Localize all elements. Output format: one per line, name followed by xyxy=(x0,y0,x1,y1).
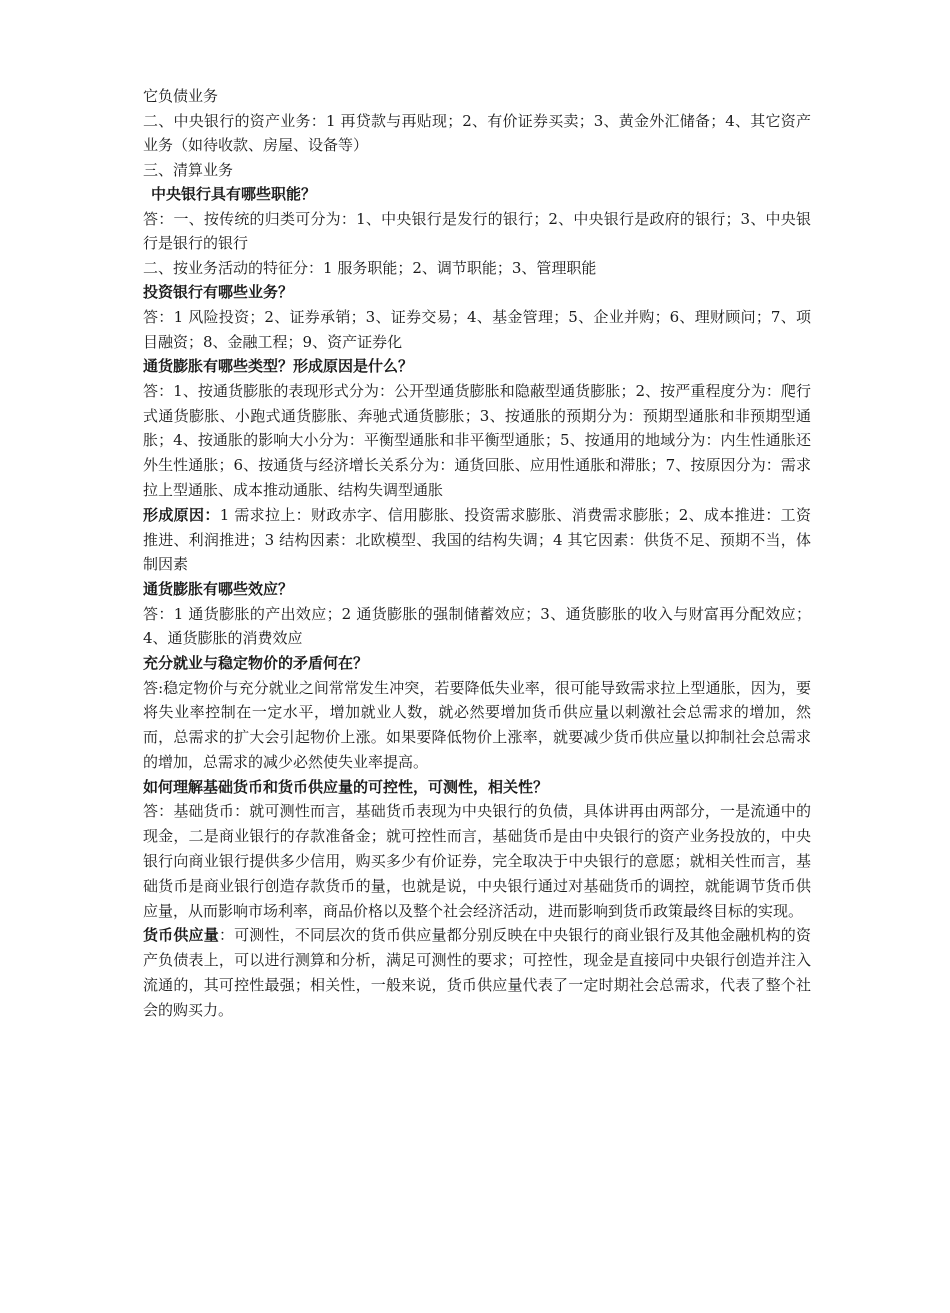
answer-line: 二、按业务活动的特征分：1 服务职能；2、调节职能；3、管理职能 xyxy=(143,258,597,277)
question-heading: 通货膨胀有哪些效应？ xyxy=(143,580,294,599)
answer-paragraph: 答：1、按通货膨胀的表现形式分为：公开型通货膨胀和隐蔽型通货膨胀；2、按严重程度分为：爬行式通货膨胀、小跑式通货膨胀、奔驰式通货膨胀；3、按通胀的预期分为：预期型通胀和非预期型通胀；4、按通胀的影响大小分为：平衡型通胀和非平衡型通胀；5、按通用的地域分为：内生性通胀还外生性通胀；6、按通货与经济增长关系分为：通货回胀、应用性通胀和滞胀；7、按原因分为：需求拉上型通胀、成本推动通胀、结构失调型通胀 xyxy=(143,381,811,500)
document-page xyxy=(143,84,811,1023)
supply-text: ：可测性，不同层次的货币供应量都分别反映在中央银行的商业银行及其他金融机构的资产负债表上，可以进行测算和分析，满足可测性的要求；可控性，现金是直接同中央银行创造并注入流通的，其可控性最强；相关性，一般来说，货币供应量代表了一定时期社会总需求，代表了整个社会的购买力。 xyxy=(143,926,811,1019)
answer-paragraph: 答：1 风险投资；2、证券承销；3、证券交易；4、基金管理；5、企业并购；6、理财顾问；7、项目融资；8、金融工程；9、资产证券化 xyxy=(143,308,811,351)
supply-paragraph xyxy=(143,923,811,1022)
answer-paragraph: 答:稳定物价与充分就业之间常常发生冲突，若要降低失业率，很可能导致需求拉上型通胀，因为，要将失业率控制在一定水平，增加就业人数，就必然要增加货币供应量以刺激社会总需求的增加，然而，总需求的扩大会引起物价上涨。如果要降低物价上涨率，就要减少货币供应量以抑制社会总需求的增加，总需求的减少必然使失业率提高。 xyxy=(143,678,811,771)
cause-paragraph xyxy=(143,503,811,577)
answer-paragraph: 答：一、按传统的归类可分为：1、中央银行是发行的银行；2、中央银行是政府的银行；3、中央银行是银行的银行 xyxy=(143,209,811,253)
cause-text: 1 需求拉上：财政赤字、信用膨胀、投资需求膨胀、消费需求膨胀；2、成本推进：工资推进、利润推进；3 结构因素：北欧模型、我国的结构失调；4 其它因素：供货不足、预期不当，体制因素 xyxy=(143,505,811,574)
question-heading: 投资银行有哪些业务？ xyxy=(143,283,294,302)
question-heading: 中央银行具有哪些职能？ xyxy=(151,185,317,204)
question-heading: 通货膨胀有哪些类型？形成原因是什么？ xyxy=(143,357,414,376)
text-line: 三、清算业务 xyxy=(143,160,234,179)
cause-label: 形成原因： xyxy=(143,505,220,524)
answer-paragraph: 答：1 通货膨胀的产出效应；2 通货膨胀的强制储蓄效应；3、通货膨胀的收入与财富再分配效应；4、通货膨胀的消费效应 xyxy=(143,604,811,648)
supply-label: 货币供应量 xyxy=(143,926,219,945)
text-paragraph: 二、中央银行的资产业务：1 再贷款与再贴现；2、有价证券买卖；3、黄金外汇储备；4、其它资产业务（如待收款、房屋、设备等） xyxy=(143,111,811,155)
question-heading: 如何理解基础货币和货币供应量的可控性，可测性，相关性？ xyxy=(143,777,549,796)
text-line: 它负债业务 xyxy=(143,87,219,105)
answer-paragraph: 答：基础货币：就可测性而言，基础货币表现为中央银行的负债，具体讲再由两部分，一是流通中的现金，二是商业银行的存款准备金；就可控性而言，基础货币是由中央银行的资产业务投放的，中央银行向商业银行提供多少信用，购买多少有价证券，完全取决于中央银行的意愿；就相关性而言，基础货币是商业银行创造存款货币的量，也就是说，中央银行通过对基础货币的调控，就能调节货币供应量，从而影响市场利率，商品价格以及整个社会经济活动，进而影响到货币政策最终目标的实现。 xyxy=(143,802,811,920)
question-heading: 充分就业与稳定物价的矛盾何在？ xyxy=(143,654,369,672)
